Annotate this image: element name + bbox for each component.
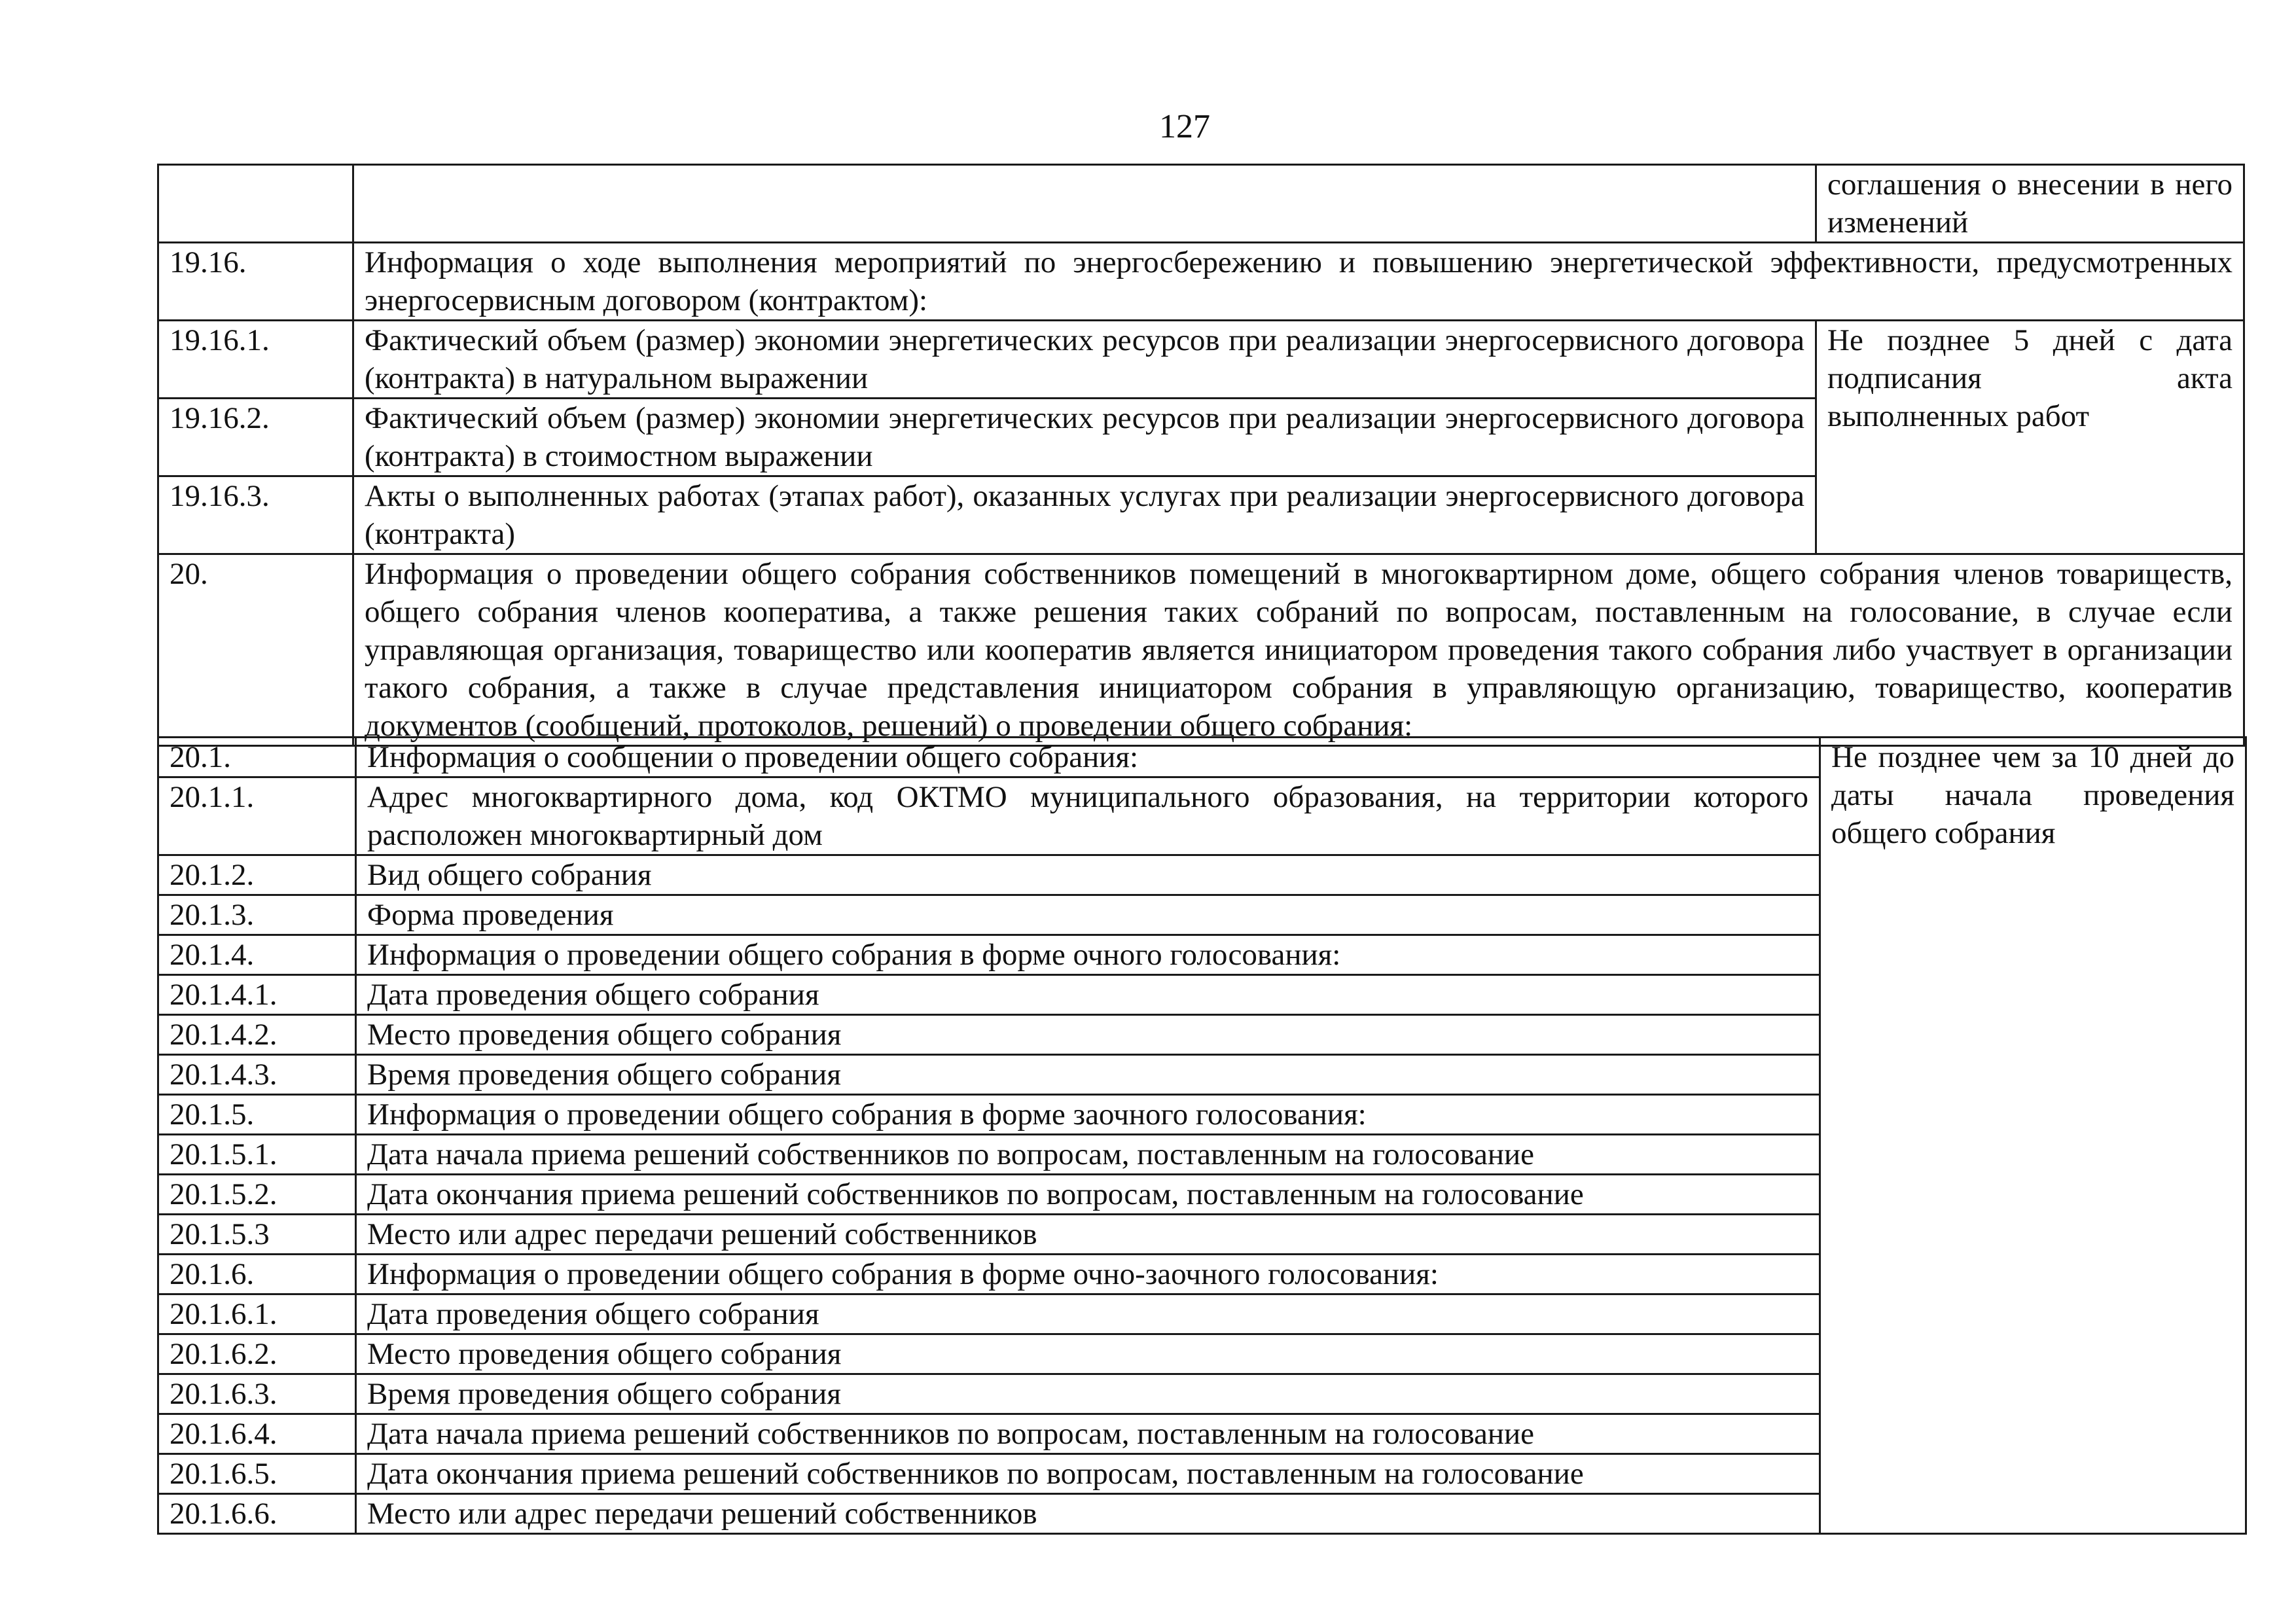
row-number: 20.1.6.5.	[158, 1454, 356, 1494]
requirements-table-top	[157, 164, 2245, 747]
row-text: Информация о сообщении о проведении общего собрания:	[356, 738, 1820, 777]
deadline-cell: Не позднее чем за 10 дней до даты начала проведения общего собрания	[1820, 738, 2246, 1534]
row-number: 20.1.5.	[158, 1095, 356, 1135]
row-number: 20.1.6.3.	[158, 1374, 356, 1414]
row-number: 20.1.5.2.	[158, 1175, 356, 1215]
row-number: 20.1.6.2.	[158, 1334, 356, 1374]
row-number: 20.1.6.6.	[158, 1494, 356, 1534]
requirements-table-bottom	[157, 736, 2247, 1535]
row-number: 19.16.	[158, 243, 353, 321]
table-row	[158, 165, 2244, 243]
row-text: Информация о проведении общего собрания в форме очно-заочного голосования:	[356, 1255, 1820, 1294]
row-text: Фактический объем (размер) экономии энергетических ресурсов при реализации энергосервисного договора (контракта) в стоимостном выражении	[353, 399, 1816, 476]
row-number: 20.1.4.1.	[158, 975, 356, 1015]
text-cell	[353, 165, 1816, 243]
deadline-cell: Не позднее 5 дней с дата подписания акта выполненных работ	[1816, 321, 2244, 554]
table-row	[158, 243, 2244, 321]
row-text: Место проведения общего собрания	[356, 1334, 1820, 1374]
row-number: 20.1.5.1.	[158, 1135, 356, 1175]
row-number: 20.1.4.3.	[158, 1055, 356, 1095]
row-text: Дата проведения общего собрания	[356, 975, 1820, 1015]
row-text: Информация о проведении общего собрания в форме заочного голосования:	[356, 1095, 1820, 1135]
row-number: 20.1.1.	[158, 777, 356, 855]
row-text: Дата окончания приема решений собственников по вопросам, поставленным на голосование	[356, 1454, 1820, 1494]
table-row	[158, 321, 2244, 399]
row-number: 20.1.3.	[158, 895, 356, 935]
row-text: Фактический объем (размер) экономии энергетических ресурсов при реализации энергосервисного договора (контракта) в натуральном выражении	[353, 321, 1816, 399]
row-text: Информация о проведении общего собрания собственников помещений в многоквартирном доме, общего собрания членов товариществ, общего собрания членов кооператива, а также решения таких собраний по вопросам, поставленным на голосование, в случае если управляющая организация, товарищество или кооператив является инициатором проведения такого собрания либо участвует в организации такого собрания, а также в случае представления инициатором собрания в управляющую организацию, товарищество, кооператив документов (сообщений, протоколов, решений) о проведении общего собрания:	[353, 554, 2244, 746]
row-text: Форма проведения	[356, 895, 1820, 935]
row-text: Место или адрес передачи решений собственников	[356, 1494, 1820, 1534]
row-text: Информация о проведении общего собрания в форме очного голосования:	[356, 935, 1820, 975]
row-number: 19.16.1.	[158, 321, 353, 399]
row-number: 20.1.	[158, 738, 356, 777]
row-number: 20.1.4.2.	[158, 1015, 356, 1055]
row-text: Дата начала приема решений собственников по вопросам, поставленным на голосование	[356, 1414, 1820, 1454]
row-number: 20.1.5.3	[158, 1215, 356, 1255]
row-number: 20.	[158, 554, 353, 746]
deadline-cell: соглашения о внесении в него изменений	[1816, 165, 2244, 243]
row-text: Адрес многоквартирного дома, код ОКТМО муниципального образования, на территории которого расположен многоквартирный дом	[356, 777, 1820, 855]
row-text: Дата окончания приема решений собственников по вопросам, поставленным на голосование	[356, 1175, 1820, 1215]
row-text: Вид общего собрания	[356, 855, 1820, 895]
row-number: 20.1.6.1.	[158, 1294, 356, 1334]
row-text: Место проведения общего собрания	[356, 1015, 1820, 1055]
row-number: 19.16.2.	[158, 399, 353, 476]
row-text: Время проведения общего собрания	[356, 1055, 1820, 1095]
page-number: 127	[1159, 108, 1210, 145]
row-text: Информация о ходе выполнения мероприятий по энергосбережению и повышению энергетической эффективности, предусмотренных энергосервисным договором (контрактом):	[353, 243, 2244, 321]
number-cell	[158, 165, 353, 243]
row-text: Место или адрес передачи решений собственников	[356, 1215, 1820, 1255]
table-row	[158, 738, 2246, 777]
row-number: 20.1.2.	[158, 855, 356, 895]
row-number: 20.1.4.	[158, 935, 356, 975]
row-number: 19.16.3.	[158, 476, 353, 554]
row-text: Акты о выполненных работах (этапах работ), оказанных услугах при реализации энергосервисного договора (контракта)	[353, 476, 1816, 554]
row-text: Дата проведения общего собрания	[356, 1294, 1820, 1334]
row-text: Время проведения общего собрания	[356, 1374, 1820, 1414]
row-number: 20.1.6.	[158, 1255, 356, 1294]
row-number: 20.1.6.4.	[158, 1414, 356, 1454]
row-text: Дата начала приема решений собственников по вопросам, поставленным на голосование	[356, 1135, 1820, 1175]
table-row	[158, 554, 2244, 746]
